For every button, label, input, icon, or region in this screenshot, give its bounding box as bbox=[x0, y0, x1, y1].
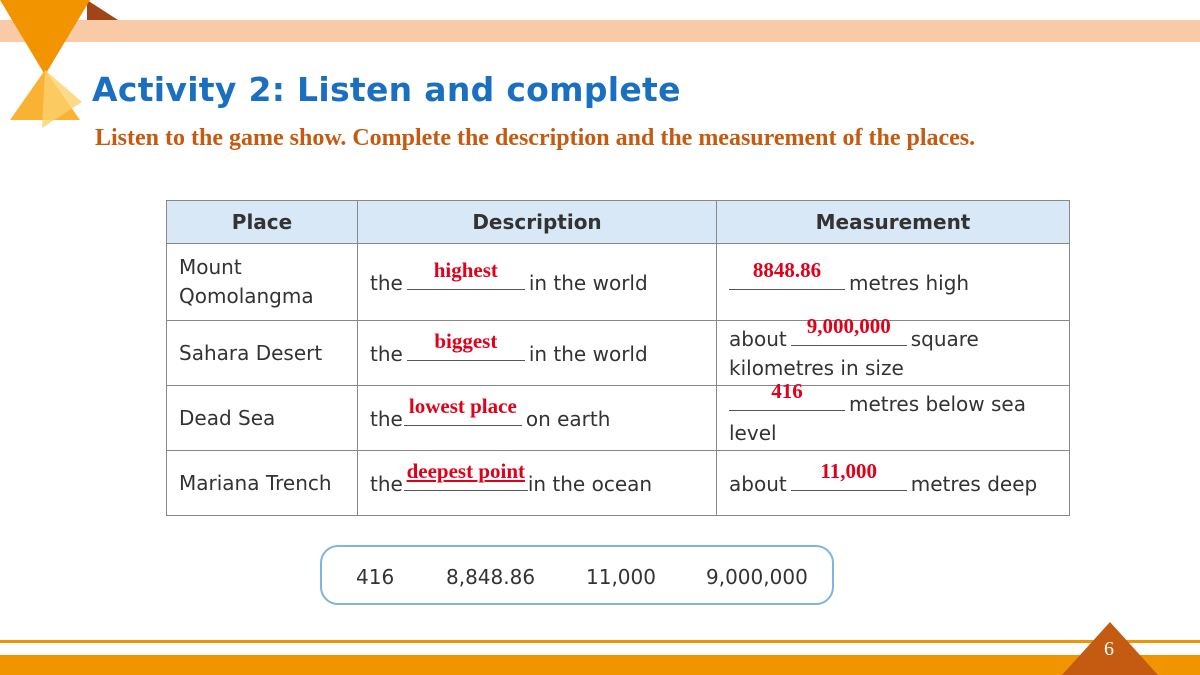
place-cell bbox=[167, 386, 358, 451]
desc-suffix: on earth bbox=[525, 406, 611, 431]
measurement-answer: 8848.86 bbox=[752, 257, 822, 282]
activity-table bbox=[166, 200, 1070, 516]
corner-triangles-decoration bbox=[0, 0, 130, 135]
place-name: Sahara Desert bbox=[179, 340, 323, 365]
table-row bbox=[167, 321, 1070, 386]
header-measurement: Measurement bbox=[717, 201, 1070, 244]
page-number: 6 bbox=[1104, 638, 1114, 660]
measurement-blank bbox=[791, 458, 907, 491]
description-answer: deepest point bbox=[406, 458, 526, 483]
word-bank-item: 8,848.86 bbox=[446, 565, 536, 589]
top-decorative-band bbox=[0, 20, 1200, 42]
place-cell bbox=[167, 321, 358, 386]
measurement-cell bbox=[717, 314, 1070, 386]
meas-suffix: square kilometres in size bbox=[729, 327, 979, 380]
measurement-cell bbox=[717, 379, 1070, 451]
measurement-answer: 416 bbox=[771, 379, 803, 403]
bottom-orange-band bbox=[0, 655, 1200, 675]
page-title: Activity 2: Listen and complete bbox=[92, 70, 681, 109]
desc-prefix: the bbox=[370, 341, 403, 366]
measurement-blank bbox=[729, 257, 845, 290]
desc-prefix: the bbox=[370, 270, 403, 295]
header-place: Place bbox=[167, 201, 358, 244]
desc-suffix: in the world bbox=[528, 270, 648, 295]
table-row bbox=[167, 386, 1070, 451]
word-bank-item: 9,000,000 bbox=[706, 565, 808, 589]
measurement-cell bbox=[717, 451, 1070, 516]
measurement-answer: 11,000 bbox=[820, 458, 878, 483]
description-blank bbox=[404, 458, 528, 491]
word-bank bbox=[320, 545, 834, 605]
bottom-thin-line bbox=[0, 640, 1200, 643]
description-answer: lowest place bbox=[408, 393, 517, 418]
meas-suffix: metres below sea level bbox=[729, 392, 1026, 445]
word-bank-item: 11,000 bbox=[586, 565, 656, 589]
place-cell bbox=[167, 451, 358, 516]
description-blank bbox=[407, 328, 525, 361]
instruction-text: Listen to the game show. Complete the description and the measurement of the places. bbox=[95, 125, 976, 151]
word-bank-item: 416 bbox=[356, 565, 395, 589]
table-row bbox=[167, 244, 1070, 321]
description-cell bbox=[358, 321, 717, 386]
place-name: Dead Sea bbox=[179, 405, 276, 430]
description-blank bbox=[404, 393, 522, 426]
description-cell bbox=[358, 386, 717, 451]
description-cell bbox=[358, 451, 717, 516]
meas-suffix: metres high bbox=[849, 270, 970, 295]
header-description: Description bbox=[358, 201, 717, 244]
measurement-blank bbox=[791, 314, 907, 346]
place-cell bbox=[167, 244, 358, 321]
desc-suffix: in the ocean bbox=[527, 471, 653, 496]
desc-prefix: the bbox=[370, 406, 403, 431]
meas-suffix: metres deep bbox=[910, 471, 1038, 496]
meas-prefix: about bbox=[729, 327, 787, 351]
table-header-row bbox=[167, 201, 1070, 244]
place-name: Mount Qomolangma bbox=[179, 255, 314, 308]
measurement-cell bbox=[717, 244, 1070, 321]
description-blank bbox=[407, 257, 525, 290]
measurement-blank bbox=[729, 379, 845, 411]
place-name: Mariana Trench bbox=[179, 470, 332, 495]
description-answer: biggest bbox=[434, 328, 498, 353]
desc-suffix: in the world bbox=[528, 341, 648, 366]
description-cell bbox=[358, 244, 717, 321]
table-row bbox=[167, 451, 1070, 516]
measurement-answer: 9,000,000 bbox=[806, 314, 891, 338]
meas-prefix: about bbox=[729, 471, 787, 496]
description-answer: highest bbox=[433, 257, 498, 282]
desc-prefix: the bbox=[370, 471, 403, 496]
